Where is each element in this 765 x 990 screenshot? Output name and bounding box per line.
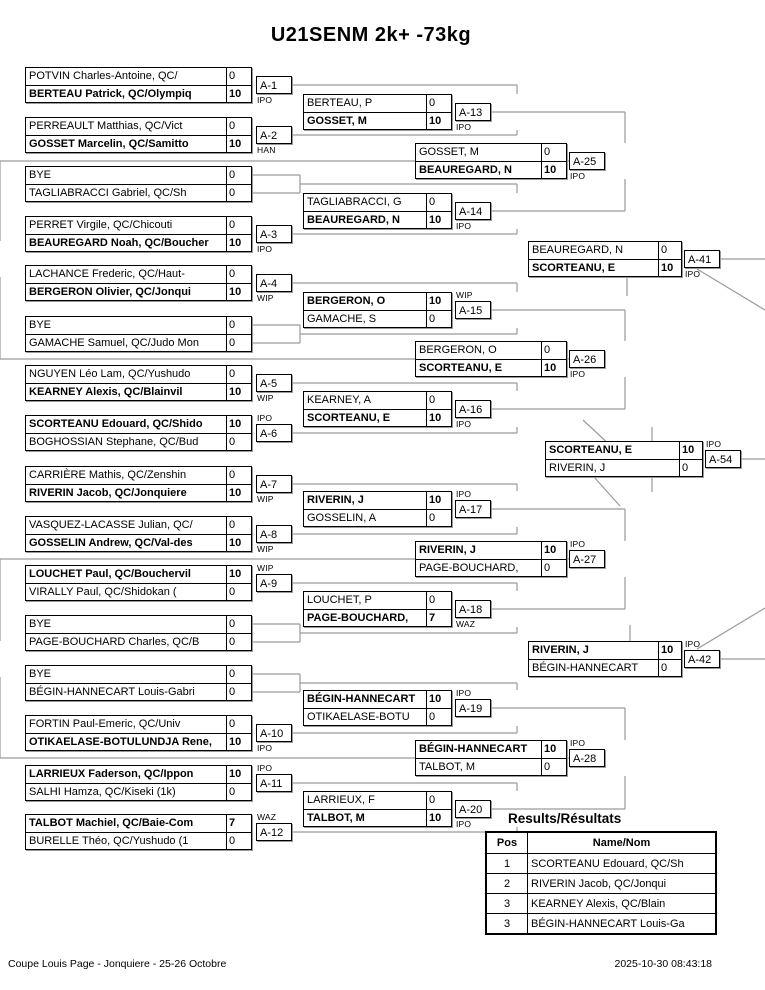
match-number-label: A-28: [569, 749, 605, 767]
match-box: [545, 441, 703, 477]
match-box: [25, 615, 252, 651]
player-score: 0: [679, 460, 702, 477]
player-score: 10: [226, 535, 251, 552]
player-name: BERGERON, O: [307, 295, 386, 307]
match-number-label: A-4: [256, 274, 292, 292]
player-row: [416, 144, 566, 162]
match-box: [25, 166, 252, 202]
player-name: PAGE-BOUCHARD Charles, QC/B: [29, 636, 200, 648]
result-name: BÉGIN-HANNECART Louis-Ga: [528, 914, 717, 935]
player-score: 10: [426, 810, 451, 827]
player-row: [26, 317, 251, 335]
player-row: [26, 235, 251, 252]
footer-event: Coupe Louis Page - Jonquiere - 25-26 Octobre: [8, 958, 227, 970]
match-box: [25, 814, 252, 850]
result-code: IPO: [456, 489, 472, 499]
result-name: SCORTEANU Edouard, QC/Sh: [528, 854, 717, 874]
player-name: LOUCHET, P: [307, 594, 372, 606]
player-score: 0: [426, 592, 451, 609]
result-code: IPO: [570, 738, 586, 748]
player-row: [529, 642, 681, 660]
player-score: 0: [541, 560, 566, 577]
player-score: 0: [226, 68, 251, 85]
match-box: [25, 67, 252, 103]
player-row: [26, 784, 251, 801]
result-code: IPO: [456, 688, 472, 698]
player-name: RIVERIN, J: [307, 494, 364, 506]
result-code: IPO: [456, 221, 472, 231]
result-code: IPO: [257, 763, 273, 773]
player-score: 0: [226, 684, 251, 701]
player-row: [416, 560, 566, 577]
result-pos: 1: [486, 854, 528, 874]
player-score: 10: [226, 416, 251, 433]
player-name: BÉGIN-HANNECART: [307, 693, 416, 705]
player-name: BYE: [29, 319, 52, 331]
result-code: IPO: [570, 539, 586, 549]
match-box: [25, 665, 252, 701]
player-score: 0: [226, 666, 251, 683]
player-name: RIVERIN, J: [419, 544, 476, 556]
result-code: IPO: [706, 439, 722, 449]
match-box: [415, 143, 567, 179]
player-row: [304, 194, 451, 212]
match-box: [25, 216, 252, 252]
result-code: WIP: [257, 393, 274, 403]
player-row: [304, 592, 451, 610]
match-number-label: A-9: [256, 574, 292, 592]
match-box: [25, 466, 252, 502]
match-number-label: A-13: [455, 103, 491, 121]
player-row: [26, 284, 251, 301]
player-score: 0: [226, 784, 251, 801]
player-score: 10: [226, 766, 251, 783]
match-number-label: A-25: [569, 152, 605, 170]
player-name: FORTIN Paul-Emeric, QC/Univ: [29, 718, 181, 730]
player-score: 7: [426, 610, 451, 627]
player-row: [416, 542, 566, 560]
player-name: PERRET Virgile, QC/Chicouti: [29, 219, 173, 231]
player-row: [304, 810, 451, 827]
player-name: POTVIN Charles-Antoine, QC/: [29, 70, 178, 82]
result-code: IPO: [257, 743, 273, 753]
player-name: GOSSET, M: [419, 146, 479, 158]
match-box: [25, 516, 252, 552]
player-score: 0: [226, 467, 251, 484]
player-row: [546, 460, 702, 477]
player-score: 0: [541, 144, 566, 161]
player-row: [416, 759, 566, 776]
player-name: BERGERON Olivier, QC/Jonqui: [29, 286, 191, 298]
player-score: 0: [426, 95, 451, 112]
player-score: 0: [541, 342, 566, 359]
player-name: BEAUREGARD, N: [419, 164, 512, 176]
player-name: KEARNEY Alexis, QC/Blainvil: [29, 386, 183, 398]
results-row: [486, 894, 716, 914]
player-row: [26, 485, 251, 502]
player-name: SCORTEANU, E: [532, 262, 616, 274]
player-name: PERREAULT Matthias, QC/Vict: [29, 120, 183, 132]
player-row: [26, 666, 251, 684]
player-row: [529, 242, 681, 260]
match-number-label: A-17: [455, 500, 491, 518]
player-name: VASQUEZ-LACASSE Julian, QC/: [29, 519, 193, 531]
player-row: [304, 392, 451, 410]
match-box: [303, 591, 452, 627]
player-name: SALHI Hamza, QC/Kiseki (1k): [29, 786, 176, 798]
player-name: RIVERIN Jacob, QC/Jonquiere: [29, 487, 187, 499]
player-score: 10: [426, 293, 451, 310]
player-score: 0: [226, 616, 251, 633]
result-code: IPO: [257, 95, 273, 105]
player-name: TALBOT Machiel, QC/Baie-Com: [29, 817, 194, 829]
match-box: [25, 316, 252, 352]
player-name: BYE: [29, 668, 52, 680]
player-row: [416, 360, 566, 377]
player-score: 0: [658, 242, 681, 259]
result-code: WIP: [257, 293, 274, 303]
player-name: BEAUREGARD, N: [307, 214, 400, 226]
player-score: 10: [658, 260, 681, 277]
player-score: 0: [226, 833, 251, 850]
result-code: IPO: [685, 639, 701, 649]
result-code: IPO: [456, 419, 472, 429]
results-row: [486, 914, 716, 935]
match-box: [303, 292, 452, 328]
player-row: [416, 741, 566, 759]
player-name: PAGE-BOUCHARD,: [307, 612, 409, 624]
player-score: 10: [426, 212, 451, 229]
player-row: [304, 492, 451, 510]
player-score: 10: [426, 113, 451, 130]
player-score: 0: [426, 792, 451, 809]
match-number-label: A-18: [455, 600, 491, 618]
player-row: [416, 162, 566, 179]
player-row: [529, 260, 681, 277]
player-name: BÉGIN-HANNECART: [532, 662, 639, 674]
player-row: [304, 510, 451, 527]
player-score: 0: [226, 317, 251, 334]
result-code: IPO: [257, 413, 273, 423]
match-box: [528, 241, 682, 277]
result-code: WIP: [456, 290, 473, 300]
match-number-label: A-20: [455, 800, 491, 818]
player-name: BURELLE Théo, QC/Yushudo (1: [29, 835, 189, 847]
player-row: [26, 535, 251, 552]
player-score: 10: [426, 410, 451, 427]
player-score: 10: [426, 492, 451, 509]
player-row: [26, 68, 251, 86]
player-name: BEAUREGARD, N: [532, 244, 624, 256]
player-score: 0: [226, 118, 251, 135]
player-score: 10: [541, 741, 566, 758]
player-score: 10: [226, 566, 251, 583]
player-row: [26, 517, 251, 535]
player-score: 0: [426, 392, 451, 409]
player-score: 0: [426, 709, 451, 726]
player-row: [304, 709, 451, 726]
result-pos: 2: [486, 874, 528, 894]
player-row: [26, 384, 251, 401]
player-name: SCORTEANU Edouard, QC/Shido: [29, 418, 203, 430]
player-row: [26, 416, 251, 434]
player-name: BYE: [29, 618, 52, 630]
result-code: IPO: [456, 819, 472, 829]
match-number-label: A-16: [455, 400, 491, 418]
player-name: BÉGIN-HANNECART: [419, 743, 528, 755]
player-score: 10: [541, 162, 566, 179]
player-score: 0: [226, 185, 251, 202]
player-row: [26, 766, 251, 784]
player-score: 0: [658, 660, 681, 677]
player-score: 10: [679, 442, 702, 459]
player-name: GOSSET Marcelin, QC/Samitto: [29, 138, 189, 150]
player-score: 0: [541, 759, 566, 776]
result-code: IPO: [456, 122, 472, 132]
match-box: [528, 641, 682, 677]
player-name: BERTEAU Patrick, QC/Olympiq: [29, 88, 192, 100]
match-box: [303, 491, 452, 527]
results-header-row: [486, 832, 716, 854]
player-name: SCORTEANU, E: [307, 412, 391, 424]
match-box: [25, 765, 252, 801]
match-number-label: A-54: [705, 450, 741, 468]
result-code: WIP: [257, 563, 274, 573]
player-row: [26, 716, 251, 734]
result-name: RIVERIN Jacob, QC/Jonqui: [528, 874, 717, 894]
result-code: WIP: [257, 494, 274, 504]
match-number-label: A-14: [455, 202, 491, 220]
player-row: [416, 342, 566, 360]
player-score: 10: [658, 642, 681, 659]
result-code: WIP: [257, 544, 274, 554]
player-row: [26, 584, 251, 601]
player-row: [26, 467, 251, 485]
player-row: [26, 217, 251, 235]
player-row: [26, 335, 251, 352]
player-row: [304, 410, 451, 427]
match-number-label: A-41: [684, 250, 720, 268]
player-row: [26, 566, 251, 584]
player-row: [26, 833, 251, 850]
player-row: [304, 691, 451, 709]
results-table: [485, 831, 717, 935]
player-row: [26, 434, 251, 451]
footer-timestamp: 2025-10-30 08:43:18: [614, 958, 712, 970]
result-code: IPO: [685, 269, 701, 279]
result-code: IPO: [570, 369, 586, 379]
player-name: SCORTEANU, E: [419, 362, 503, 374]
match-box: [25, 565, 252, 601]
match-number-label: A-27: [569, 550, 605, 568]
match-box: [303, 193, 452, 229]
match-box: [25, 365, 252, 401]
player-row: [304, 311, 451, 328]
player-row: [26, 616, 251, 634]
match-number-label: A-7: [256, 475, 292, 493]
match-number-label: A-12: [256, 823, 292, 841]
player-name: RIVERIN, J: [549, 462, 606, 474]
match-box: [415, 341, 567, 377]
match-box: [25, 117, 252, 153]
match-box: [303, 391, 452, 427]
player-name: GAMACHE Samuel, QC/Judo Mon: [29, 337, 199, 349]
player-name: SCORTEANU, E: [549, 444, 633, 456]
player-row: [304, 610, 451, 627]
player-row: [26, 167, 251, 185]
player-score: 0: [226, 366, 251, 383]
player-name: RIVERIN, J: [532, 644, 589, 656]
player-name: TAGLIABRACCI Gabriel, QC/Sh: [29, 187, 187, 199]
match-number-label: A-3: [256, 225, 292, 243]
player-name: GOSSELIN Andrew, QC/Val-des: [29, 537, 193, 549]
match-box: [25, 715, 252, 751]
player-name: CARRIÈRE Mathis, QC/Zenshin: [29, 469, 187, 481]
player-name: LARRIEUX Faderson, QC/Ippon: [29, 768, 194, 780]
player-score: 10: [226, 284, 251, 301]
match-number-label: A-11: [256, 774, 292, 792]
match-number-label: A-26: [569, 350, 605, 368]
player-name: TAGLIABRACCI, G: [307, 196, 402, 208]
player-score: 0: [226, 434, 251, 451]
player-row: [26, 684, 251, 701]
match-box: [25, 415, 252, 451]
player-name: BERTEAU, P: [307, 97, 373, 109]
player-row: [26, 266, 251, 284]
player-name: TALBOT, M: [419, 761, 476, 773]
player-row: [26, 118, 251, 136]
result-code: HAN: [257, 145, 276, 155]
player-name: TALBOT, M: [307, 812, 365, 824]
player-score: 10: [226, 384, 251, 401]
match-box: [415, 740, 567, 776]
match-number-label: A-6: [256, 424, 292, 442]
result-code: WAZ: [257, 812, 277, 822]
result-code: IPO: [257, 244, 273, 254]
player-score: 10: [226, 734, 251, 751]
results-row: [486, 854, 716, 874]
player-name: LARRIEUX, F: [307, 794, 375, 806]
player-score: 0: [426, 194, 451, 211]
player-name: VIRALLY Paul, QC/Shidokan (: [29, 586, 177, 598]
match-box: [415, 541, 567, 577]
player-score: 10: [226, 86, 251, 103]
player-name: NGUYEN Léo Lam, QC/Yushudo: [29, 368, 191, 380]
player-name: OTIKAELASE-BOTU: [307, 711, 410, 723]
player-name: GAMACHE, S: [307, 313, 377, 325]
match-number-label: A-8: [256, 525, 292, 543]
player-score: 10: [226, 235, 251, 252]
match-box: [303, 690, 452, 726]
player-row: [26, 136, 251, 153]
player-name: LACHANCE Frederic, QC/Haut-: [29, 268, 185, 280]
player-score: 0: [426, 510, 451, 527]
player-row: [304, 95, 451, 113]
match-number-label: A-2: [256, 126, 292, 144]
player-name: BYE: [29, 169, 52, 181]
player-name: BEAUREGARD Noah, QC/Boucher: [29, 237, 209, 249]
player-row: [26, 634, 251, 651]
player-score: 10: [426, 691, 451, 708]
page-title: U21SENM 2k+ -73kg: [270, 24, 472, 46]
player-score: 0: [226, 517, 251, 534]
results-title: Results/Résultats: [508, 811, 622, 826]
player-score: 0: [226, 716, 251, 733]
player-name: GOSSELIN, A: [307, 512, 377, 524]
player-row: [546, 442, 702, 460]
player-score: 0: [226, 217, 251, 234]
result-code: WAZ: [456, 619, 476, 629]
results-header-name: Name/Nom: [528, 832, 717, 854]
player-name: GOSSET, M: [307, 115, 367, 127]
match-number-label: A-15: [455, 301, 491, 319]
player-name: OTIKAELASE-BOTULUNDJA Rene,: [29, 736, 212, 748]
player-row: [26, 734, 251, 751]
result-code: IPO: [570, 171, 586, 181]
match-number-label: A-42: [684, 650, 720, 668]
match-box: [303, 791, 452, 827]
player-name: LOUCHET Paul, QC/Bouchervil: [29, 568, 191, 580]
result-pos: 3: [486, 894, 528, 914]
player-score: 0: [426, 311, 451, 328]
results-row: [486, 874, 716, 894]
player-row: [304, 113, 451, 130]
match-box: [25, 265, 252, 301]
result-name: KEARNEY Alexis, QC/Blain: [528, 894, 717, 914]
player-row: [26, 185, 251, 202]
player-name: BOGHOSSIAN Stephane, QC/Bud: [29, 436, 199, 448]
player-row: [304, 293, 451, 311]
player-row: [26, 815, 251, 833]
player-score: 10: [541, 360, 566, 377]
player-score: 0: [226, 266, 251, 283]
player-name: BÉGIN-HANNECART Louis-Gabri: [29, 686, 195, 698]
player-row: [26, 86, 251, 103]
player-score: 10: [541, 542, 566, 559]
player-score: 0: [226, 584, 251, 601]
match-box: [303, 94, 452, 130]
player-score: 0: [226, 634, 251, 651]
match-number-label: A-19: [455, 699, 491, 717]
player-name: KEARNEY, A: [307, 394, 371, 406]
player-row: [304, 792, 451, 810]
player-name: BERGERON, O: [419, 344, 497, 356]
player-row: [26, 366, 251, 384]
result-pos: 3: [486, 914, 528, 935]
player-score: 0: [226, 167, 251, 184]
player-score: 7: [226, 815, 251, 832]
player-score: 10: [226, 136, 251, 153]
player-row: [304, 212, 451, 229]
player-row: [529, 660, 681, 677]
match-number-label: A-1: [256, 76, 292, 94]
player-name: PAGE-BOUCHARD,: [419, 562, 519, 574]
match-number-label: A-10: [256, 724, 292, 742]
match-number-label: A-5: [256, 374, 292, 392]
player-score: 10: [226, 485, 251, 502]
player-score: 0: [226, 335, 251, 352]
results-header-pos: Pos: [486, 832, 528, 854]
